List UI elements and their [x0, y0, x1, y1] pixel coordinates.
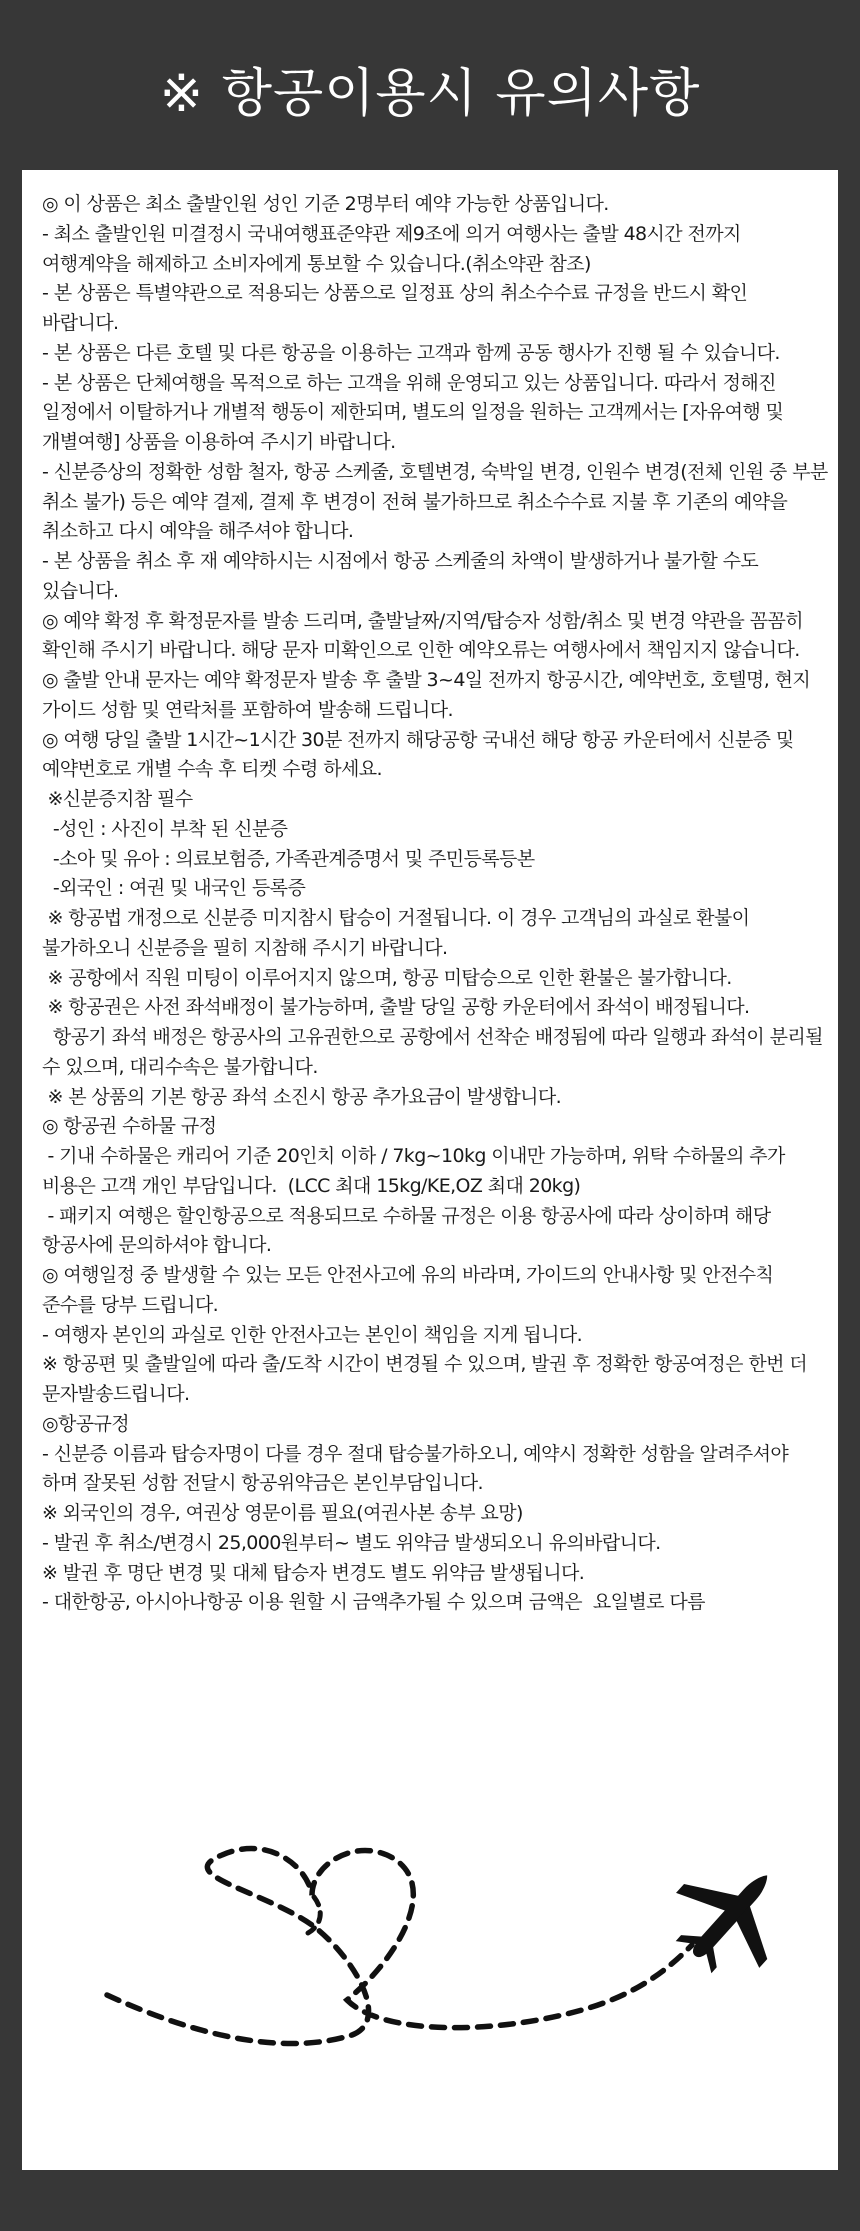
- notice-line: ※ 발권 후 명단 변경 및 대체 탑승자 변경도 별도 위약금 발생됩니다.: [42, 1561, 585, 1584]
- notice-line: ◎항공규정: [42, 1412, 129, 1435]
- notice-line: - 본 상품을 취소 후 재 예약하시는 시점에서 항공 스케줄의 차액이 발생하거나 불가할 수도 있습니다.: [42, 550, 764, 602]
- airplane-icon: [652, 1838, 809, 1995]
- notice-line: - 본 상품은 특별약관으로 적용되는 상품으로 일정표 상의 취소수수료 규정을 반드시 확인 바랍니다.: [42, 282, 753, 334]
- notice-line: ◎ 항공권 수하물 규정: [42, 1115, 217, 1138]
- notice-line: ◎ 예약 확정 후 확정문자를 발송 드리며, 출발날짜/지역/탑승자 성함/취소 및 변경 약관을 꼼꼼히 확인해 주시기 바랍니다. 해당 문자 미확인으로 인한 예약오류는 여행사에서 책임지지 않습니다.: [42, 609, 809, 662]
- notice-line: ◎ 여행 당일 출발 1시간~1시간 30분 전까지 해당공항 국내선 해당 항공 카운터에서 신분증 및 예약번호로 개별 수속 후 티켓 수령 하세요.: [42, 728, 800, 781]
- notice-line: - 기내 수하물은 캐리어 기준 20인치 이하 / 7kg~10kg 이내만 가능하며, 위탁 수하물의 추가 비용은 고객 개인 부담입니다. (LCC 최대 15kg/KE,OZ 최대 20kg): [42, 1145, 791, 1197]
- notice-line: ◎ 여행일정 중 발생할 수 있는 모든 안전사고에 유의 바라며, 가이드의 안내사항 및 안전수칙 준수를 당부 드립니다.: [42, 1264, 779, 1316]
- notice-line: - 패키지 여행은 할인항공으로 적용되므로 수하물 규정은 이용 항공사에 따라 상이하며 해당 항공사에 문의하셔야 합니다.: [42, 1204, 776, 1257]
- notice-line: ※ 외국인의 경우, 여권상 영문이름 필요(여권사본 송부 요망): [42, 1502, 523, 1524]
- notice-body: [42, 190, 834, 1618]
- notice-line: -소아 및 유아 : 의료보험증, 가족관계증명서 및 주민등록등본: [42, 847, 535, 870]
- notice-line: - 발권 후 취소/변경시 25,000원부터~ 별도 위약금 발생되오니 유의바랍니다.: [42, 1531, 661, 1554]
- notice-line: - 신분증 이름과 탑승자명이 다를 경우 절대 탑승불가하오니, 예약시 정확한 성함을 알려주셔야 하며 잘못된 성함 전달시 항공위약금은 본인부담입니다.: [42, 1442, 794, 1495]
- notice-line: -외국인 : 여권 및 내국인 등록증: [42, 877, 306, 900]
- notice-line: ※ 본 상품의 기본 항공 좌석 소진시 항공 추가요금이 발생합니다.: [42, 1085, 562, 1108]
- notice-line: - 최소 출발인원 미결정시 국내여행표준약관 제9조에 의거 여행사는 출발 48시간 전까지 여행계약을 해제하고 소비자에게 통보할 수 있습니다.(취소약관 참조): [42, 222, 747, 275]
- page-title: ※ 항공이용시 유의사항: [159, 63, 701, 124]
- notice-line: - 본 상품은 단체여행을 목적으로 하는 고객을 위해 운영되고 있는 상품입니다. 따라서 정해진 일정에서 이탈하거나 개별적 행동이 제한되며, 별도의 일정을 원하는 고객께서는 [자유여행 및 개별여행] 상품을 이용하여 주시기 바랍니다.: [42, 371, 789, 453]
- notice-line: 항공기 좌석 배정은 항공사의 고유권한으로 공항에서 선착순 배정됨에 따라 일행과 좌석이 분리될 수 있으며, 대리수속은 불가합니다.: [42, 1026, 829, 1078]
- notice-line: - 대한항공, 아시아나항공 이용 원할 시 금액추가될 수 있으며 금액은 요일별로 다름: [42, 1591, 705, 1614]
- notice-line: - 여행자 본인의 과실로 인한 안전사고는 본인이 책임을 지게 됩니다.: [42, 1323, 583, 1346]
- notice-line: ◎ 이 상품은 최소 출발인원 성인 기준 2명부터 예약 가능한 상품입니다.: [42, 193, 609, 215]
- dashed-loop-accent: [308, 1897, 320, 1933]
- notice-line: ◎ 출발 안내 문자는 예약 확정문자 발송 후 출발 3~4일 전까지 항공시간, 예약번호, 호텔명, 현지 가이드 성함 및 연락처를 포함하여 발송해 드립니다.: [42, 669, 816, 721]
- header-banner: [0, 0, 860, 170]
- heart-flight-path-icon: [22, 1835, 838, 2065]
- notice-line: ※신분증지참 필수: [42, 788, 193, 810]
- notice-line: ※ 항공법 개정으로 신분증 미지참시 탑승이 거절됩니다. 이 경우 고객님의 과실로 환불이 불가하오니 신분증을 필히 지참해 주시기 바랍니다.: [42, 907, 755, 959]
- notice-line: -성인 : 사진이 부착 된 신분증: [42, 817, 288, 840]
- notice-line: - 본 상품은 다른 호텔 및 다른 항공을 이용하는 고객과 함께 공동 행사가 진행 될 수 있습니다.: [42, 341, 780, 364]
- notice-card: [22, 170, 838, 2170]
- notice-line: - 신분증상의 정확한 성함 철자, 항공 스케줄, 호텔변경, 숙박일 변경, 인원수 변경(전체 인원 중 부분 취소 불가) 등은 예약 결제, 결제 후 변경이 전혀 불가하므로 취소수수료 지불 후 기존의 예약을 취소하고 다시 예약을 해주셔야 합니다.: [42, 460, 834, 543]
- notice-line: ※ 항공권은 사전 좌석배정이 불가능하며, 출발 당일 공항 카운터에서 좌석이 배정됩니다.: [42, 996, 750, 1019]
- notice-line: ※ 공항에서 직원 미팅이 이루어지지 않으며, 항공 미탑승으로 인한 환불은 불가합니다.: [42, 966, 732, 989]
- notice-line: ※ 항공편 및 출발일에 따라 출/도착 시간이 변경될 수 있으며, 발권 후 정확한 항공여정은 한번 더 문자발송드립니다.: [42, 1353, 813, 1405]
- dashed-flight-path: [107, 1849, 692, 2044]
